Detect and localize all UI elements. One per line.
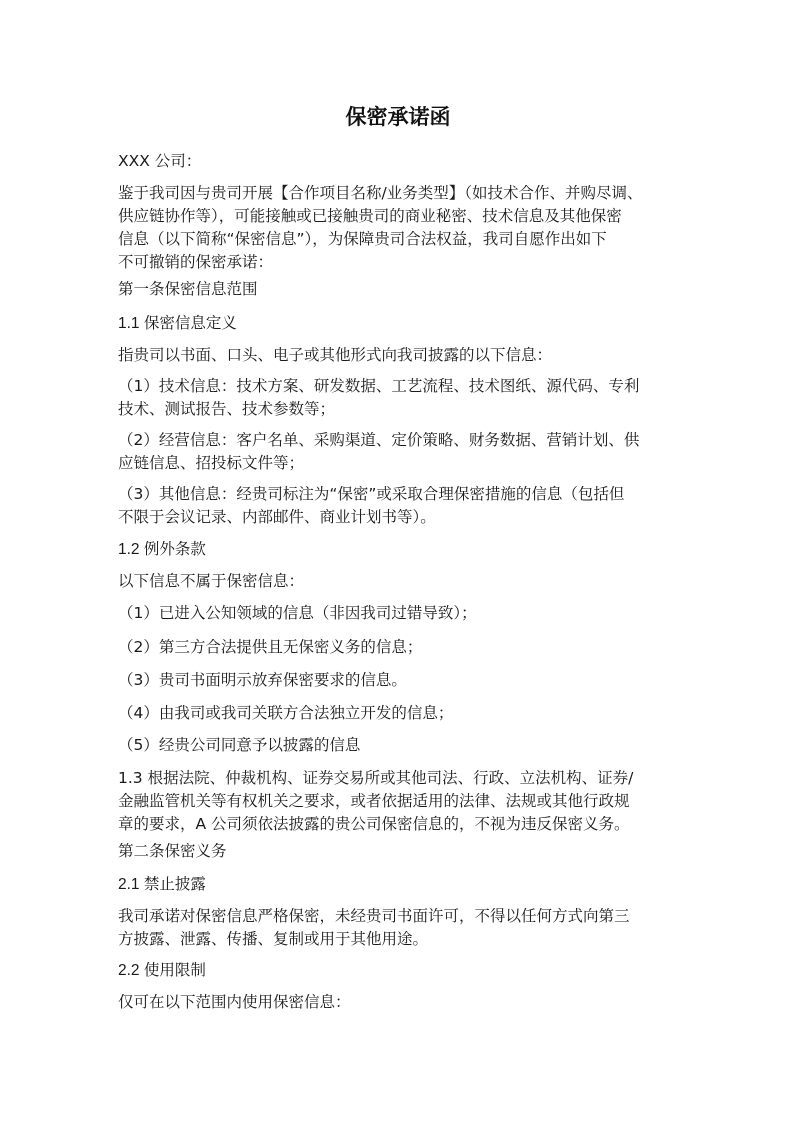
item-line: 应链信息、招投标文件等； (118, 454, 305, 472)
section-1-2-lead: 以下信息不属于保密信息： (118, 572, 305, 590)
item-line: 技术、测试报告、技术参数等； (118, 400, 336, 418)
intro-line: 不可撤销的保密承诺： (118, 253, 274, 271)
paragraph-line: 方披露、泄露、传播、复制或用于其他用途。 (118, 930, 429, 948)
paragraph-line: 我司承诺对保密信息严格保密，未经贵司书面许可，不得以任何方式向第三 (118, 907, 630, 925)
section-2-2-heading: 2.2 使用限制 (118, 962, 206, 979)
section-1-1-item-1 (118, 375, 678, 421)
section-1-1-lead: 指贵司以书面、口头、电子或其他形式向我司披露的以下信息： (118, 346, 553, 364)
section-1-3-paragraph (118, 767, 678, 836)
item-line: （1）技术信息：技术方案、研发数据、工艺流程、技术图纸、源代码、专利 (118, 377, 640, 395)
section-1-1-heading: 1.1 保密信息定义 (118, 315, 237, 332)
item-line: （3）其他信息：经贵司标注为“保密”或采取合理保密措施的信息（包括但 (118, 485, 625, 503)
section-1-1-item-3 (118, 483, 678, 529)
section-1-2-heading: 1.2 例外条款 (118, 541, 206, 558)
paragraph-line: 金融监管机关等有权机关之要求，或者依据适用的法律、法规或其他行政规 (118, 792, 630, 810)
salutation: XXX 公司： (118, 152, 202, 170)
exception-item: （4）由我司或我司关联方合法独立开发的信息； (118, 704, 454, 722)
exception-item: （1）已进入公知领域的信息（非因我司过错导致）； (118, 604, 477, 622)
intro-line: 供应链协作等），可能接触或已接触贵司的商业秘密、技术信息及其他保密 (118, 207, 622, 225)
article-1-heading: 第一条保密信息范围 (118, 280, 258, 298)
exception-item: （3）贵司书面明示放弃保密要求的信息。 (118, 671, 407, 689)
intro-paragraph (118, 182, 678, 274)
intro-line: 信息（以下简称“保密信息”），为保障贵司合法权益，我司自愿作出如下 (118, 230, 607, 248)
exception-item: （2）第三方合法提供且无保密义务的信息； (118, 638, 423, 656)
item-line: （2）经营信息：客户名单、采购渠道、定价策略、财务数据、营销计划、供 (118, 431, 640, 449)
section-2-2-lead: 仅可在以下范围内使用保密信息： (118, 993, 351, 1011)
section-1-1-item-2 (118, 429, 678, 475)
intro-line: 鉴于我司因与贵司开展【合作项目名称/业务类型】（如技术合作、并购尽调、 (118, 184, 643, 202)
section-2-1-body (118, 905, 678, 951)
article-2-heading: 第二条保密义务 (118, 842, 227, 860)
paragraph-line: 章的要求，A 公司须依法披露的贵公司保密信息的，不视为违反保密义务。 (118, 815, 630, 833)
paragraph-line: 1.3 根据法院、仲裁机构、证券交易所或其他司法、行政、立法机构、证券/ (118, 769, 634, 787)
section-2-1-heading: 2.1 禁止披露 (118, 876, 206, 893)
item-line: 不限于会议记录、内部邮件、商业计划书等）。 (118, 508, 436, 526)
document-title: 保密承诺函 (345, 104, 451, 129)
exception-item: （5）经贵公司同意予以披露的信息 (118, 736, 361, 754)
